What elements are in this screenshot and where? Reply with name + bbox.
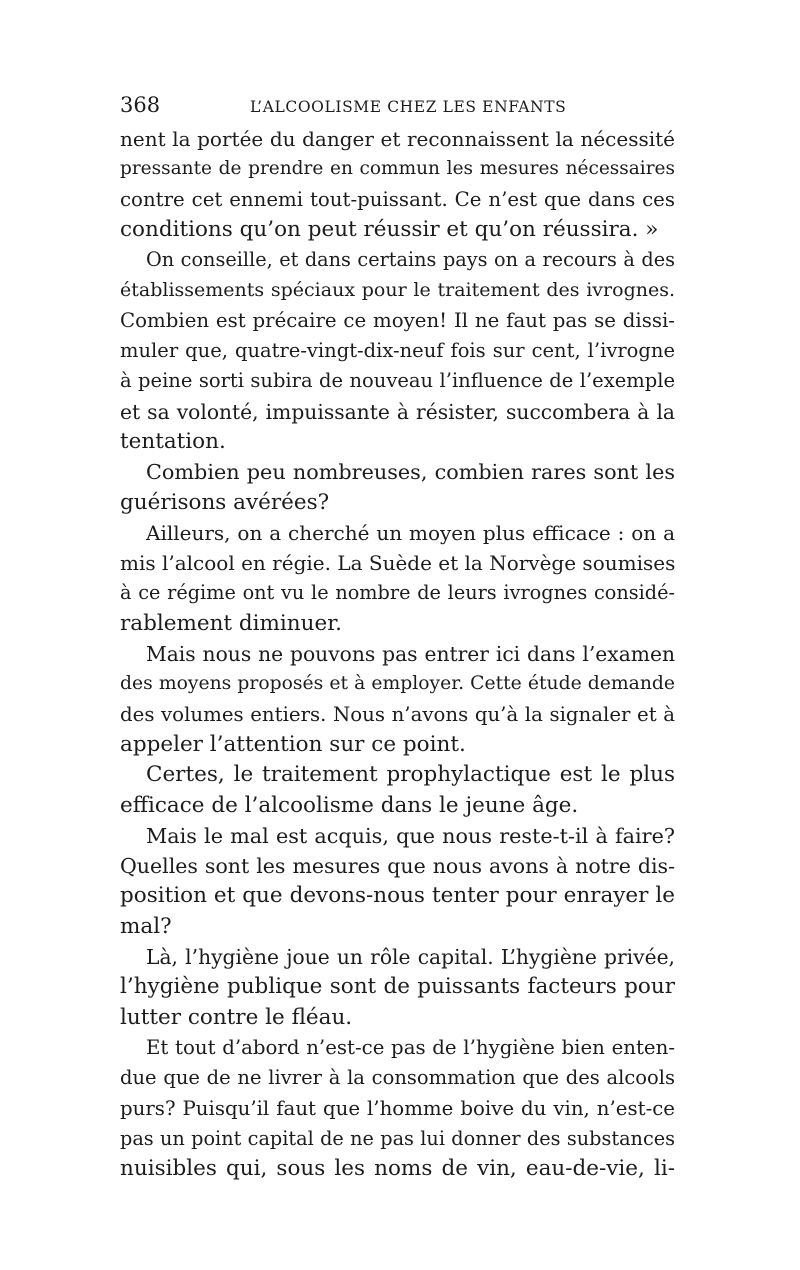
text-line: Quelles sont les mesures que nous avons à notre dis- (120, 854, 675, 879)
text-line: à peine sorti subira de nouveau l’influence de l’exemple (120, 369, 675, 393)
text-line: position et que devons-nous tenter pour enrayer le (120, 883, 675, 909)
text-line: mis l’alcool en régie. La Suède et la Norvège soumises (120, 551, 676, 576)
text-line: efficace de l’alcoolisme dans le jeune âge. (120, 792, 579, 818)
page-number: 368 (120, 93, 161, 117)
text-line: des volumes entiers. Nous n’avons qu’à la signaler et à (120, 702, 675, 726)
text-line: muler que, quatre-vingt-dix-neuf fois sur cent, l’ivrogne (120, 339, 675, 363)
text-line: à ce régime ont vu le nombre de leurs ivrognes considé- (120, 581, 675, 605)
text-line: tentation. (120, 428, 226, 454)
text-line: pas un point capital de ne pas lui donner des substances (120, 1126, 675, 1150)
text-line: Ailleurs, on a cherché un moyen plus efficace : on a (146, 520, 675, 545)
running-title: L’ALCOOLISME CHEZ LES ENFANTS (250, 98, 567, 116)
text-line: pressante de prendre en commun les mesures nécessaires (120, 158, 675, 180)
text-line: Combien est précaire ce moyen! Il ne faut pas se dissi- (120, 308, 675, 332)
text-line: Et tout d’abord n’est-ce pas de l’hygiène bien enten- (146, 1035, 675, 1059)
text-line: établissements spéciaux pour le traitement des ivrognes. (120, 279, 675, 302)
text-line: Combien peu nombreuses, combien rares sont les (146, 460, 675, 485)
text-line: guérisons avérées? (120, 489, 330, 515)
running-head (120, 90, 675, 120)
text-line: Certes, le traitement prophylactique est le plus (146, 762, 675, 788)
text-line: appeler l’attention sur ce point. (120, 731, 466, 757)
text-line: On conseille, et dans certains pays on a recours à des (146, 248, 675, 272)
text-line: due que de ne livrer à la consommation que des alcools (120, 1066, 675, 1090)
text-line: mal? (120, 913, 172, 939)
text-line: rablement diminuer. (120, 610, 342, 636)
text-line: des moyens proposés et à employer. Cette étude demande (120, 673, 675, 695)
text-line: lutter contre le fléau. (120, 1004, 353, 1030)
text-line: Mais le mal est acquis, que nous reste-t-il à faire? (146, 823, 675, 848)
text-line: Là, l’hygiène joue un rôle capital. L’hygiène privée, (146, 945, 675, 970)
text-line: nuisibles qui, sous les noms de vin, eau-de-vie, li- (120, 1156, 675, 1182)
text-line: Mais nous ne pouvons pas entrer ici dans l’examen (146, 642, 675, 667)
text-line: contre cet ennemi tout-puissant. Ce n’est que dans ces (120, 187, 675, 211)
text-line: l’hygiène publique sont de puissants facteurs pour (120, 974, 675, 1000)
body-text (120, 124, 675, 1184)
text-line: conditions qu’on peut réussir et qu’on réussira. » (120, 216, 659, 242)
text-line: purs? Puisqu’il faut que l’homme boive du vin, n’est-ce (120, 1096, 675, 1120)
text-line: nent la portée du danger et reconnaissent la nécessité (120, 127, 675, 151)
text-line: et sa volonté, impuissante à résister, succombera à la (120, 399, 675, 424)
